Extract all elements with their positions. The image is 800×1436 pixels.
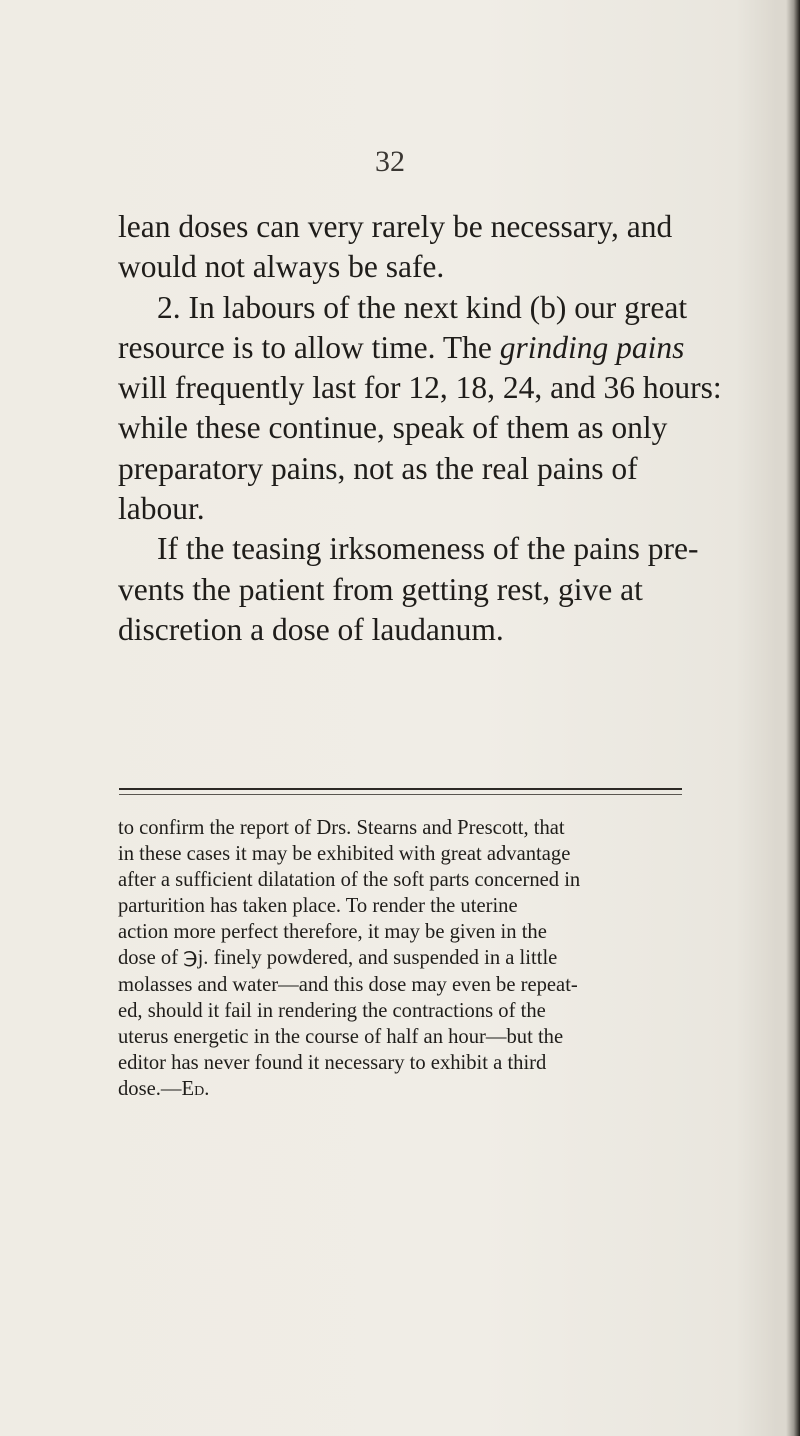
- footnote-line: parturition has taken place. To render the uterine: [118, 895, 518, 918]
- paragraph-2: [118, 288, 722, 530]
- text-line: resource is to allow time. The: [118, 329, 500, 365]
- text-line: preparatory pains, not as the real pains of: [118, 450, 638, 486]
- footnote-text: [118, 815, 712, 1102]
- footnote-line: molasses and water—and this dose may even be repeat-: [118, 973, 578, 996]
- paragraph-1: [118, 207, 708, 288]
- footnote-line: action more perfect therefore, it may be given in the: [118, 921, 547, 944]
- footnote-line: in these cases it may be exhibited with great advantage: [118, 843, 571, 866]
- footnote-line: after a sufficient dilatation of the soft parts concerned in: [118, 869, 581, 892]
- page-number: 32: [375, 145, 405, 178]
- footnote: [118, 815, 712, 1102]
- footnote-separator-rule: [119, 788, 682, 795]
- text-line: would not always be safe.: [118, 249, 445, 285]
- text-line: will frequently last for 12, 18, 24, and 36 hours:: [118, 370, 722, 406]
- footnote-line: ed, should it fail in rendering the contractions of the: [118, 999, 546, 1022]
- editor-signature: Ed.: [181, 1077, 210, 1100]
- text-line: discretion a dose of laudanum.: [118, 611, 504, 647]
- text-line: vents the patient from getting rest, give at: [118, 571, 643, 607]
- footnote-line: editor has never found it necessary to exhibit a third: [118, 1051, 547, 1074]
- footnote-line: dose.—: [118, 1077, 182, 1100]
- footnote-line: to confirm the report of Drs. Stearns and Prescott, that: [118, 817, 565, 839]
- footnote-line: uterus energetic in the course of half an hour—but the: [118, 1025, 564, 1048]
- text-line: lean doses can very rarely be necessary, and: [118, 209, 673, 244]
- italic-phrase-grinding-pains: grinding pains: [499, 329, 685, 365]
- footnote-line: dose of ℈j. finely powdered, and suspended in a little: [118, 947, 558, 970]
- text-line: If the teasing irksomeness of the pains pre-: [157, 531, 699, 567]
- main-text: [118, 207, 722, 650]
- text-line: while these continue, speak of them as only: [118, 410, 668, 446]
- text-line: labour.: [118, 491, 205, 527]
- paragraph-3: [118, 529, 708, 650]
- text-line: 2. In labours of the next kind (b) our great: [157, 289, 688, 325]
- page-edge-shadow: [786, 0, 800, 1436]
